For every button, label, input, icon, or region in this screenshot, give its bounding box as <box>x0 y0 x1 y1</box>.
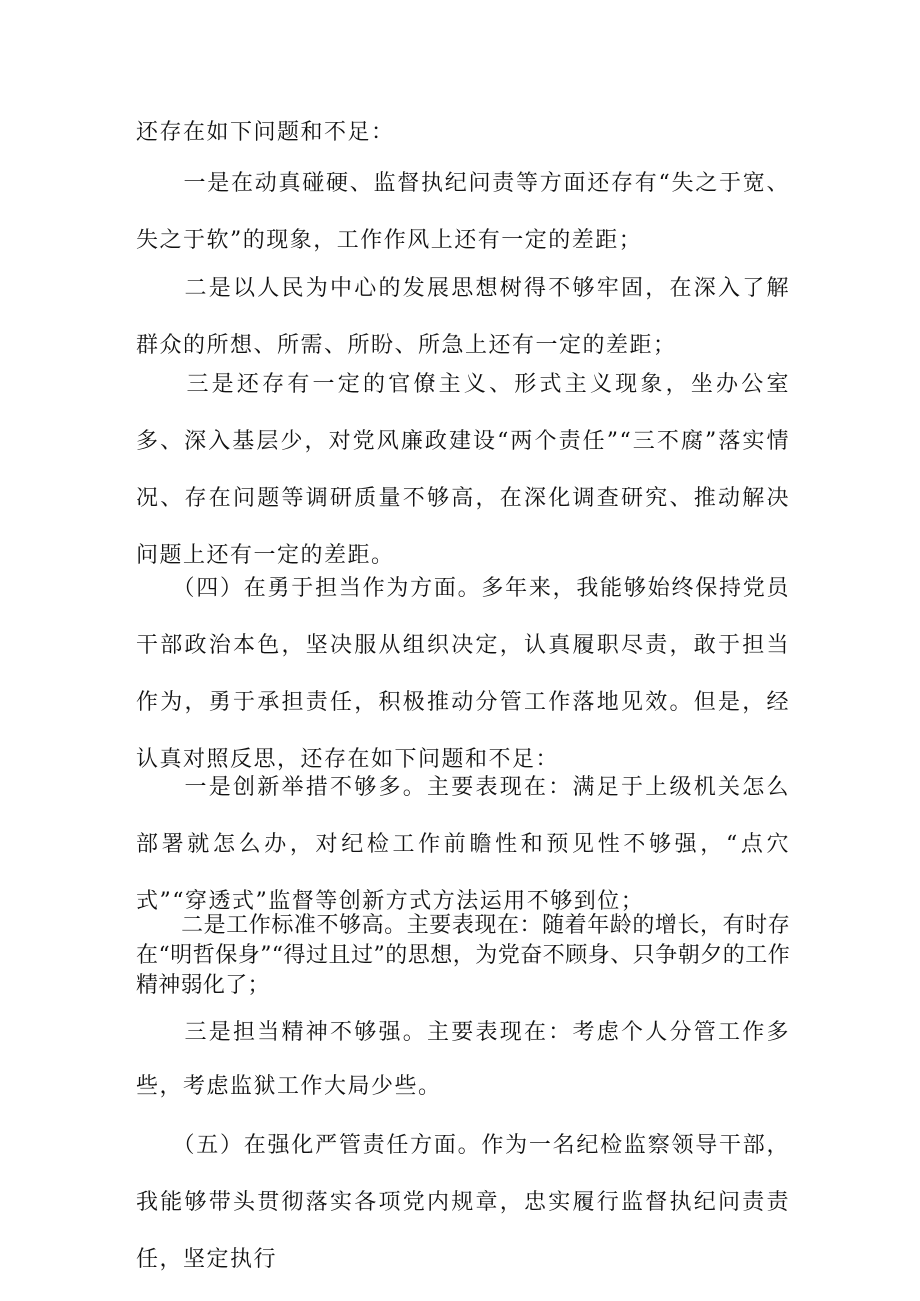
paragraph-section-4-point-3: 三是担当精神不够强。主要表现在：考虑个人分管工作多些，考虑监狱工作大局少些。 <box>136 1020 790 1099</box>
paragraph-section-4-point-2: 二是工作标准不够高。主要表现在：随着年龄的增长，有时存在“明哲保身”“得过且过”的思想，为党奋不顾身、只争朝夕的工作精神弱化了； <box>136 913 790 998</box>
paragraph-intro: 还存在如下问题和不足： <box>136 120 395 145</box>
paragraph-section-4: （四）在勇于担当作为方面。多年来，我能够始终保持党员干部政治本色，坚决服从组织决定，认真履职尽责，敢于担当作为，勇于承担责任，积极推动分管工作落地见效。但是，经认真对照反思，还存在如下问题和不足： <box>136 576 790 772</box>
paragraph-section-5: （五）在强化严管责任方面。作为一名纪检监察领导干部，我能够带头贯彻落实各项党内规章，忠实履行监督执纪问责责任，坚定执行 <box>136 1133 790 1272</box>
paragraph-point-1: 一是在动真碰硬、监督执纪问责等方面还存有“失之于宽、失之于软”的现象，工作作风上还有一定的差距； <box>136 171 790 253</box>
paragraph-section-4-point-1: 一是创新举措不够多。主要表现在：满足于上级机关怎么部署就怎么办，对纪检工作前瞻性和预见性不够强，“点穴式”“穿透式”监督等创新方式方法运用不够到位； <box>136 775 790 914</box>
paragraph-point-3: 三是还存有一定的官僚主义、形式主义现象，坐办公室多、深入基层少，对党风廉政建设“两个责任”“三不腐”落实情况、存在问题等调研质量不够高，在深化调查研究、推动解决问题上还有一定的差距。 <box>136 372 790 568</box>
paragraph-point-2: 二是以人民为中心的发展思想树得不够牢固，在深入了解群众的所想、所需、所盼、所急上还有一定的差距； <box>136 276 790 358</box>
